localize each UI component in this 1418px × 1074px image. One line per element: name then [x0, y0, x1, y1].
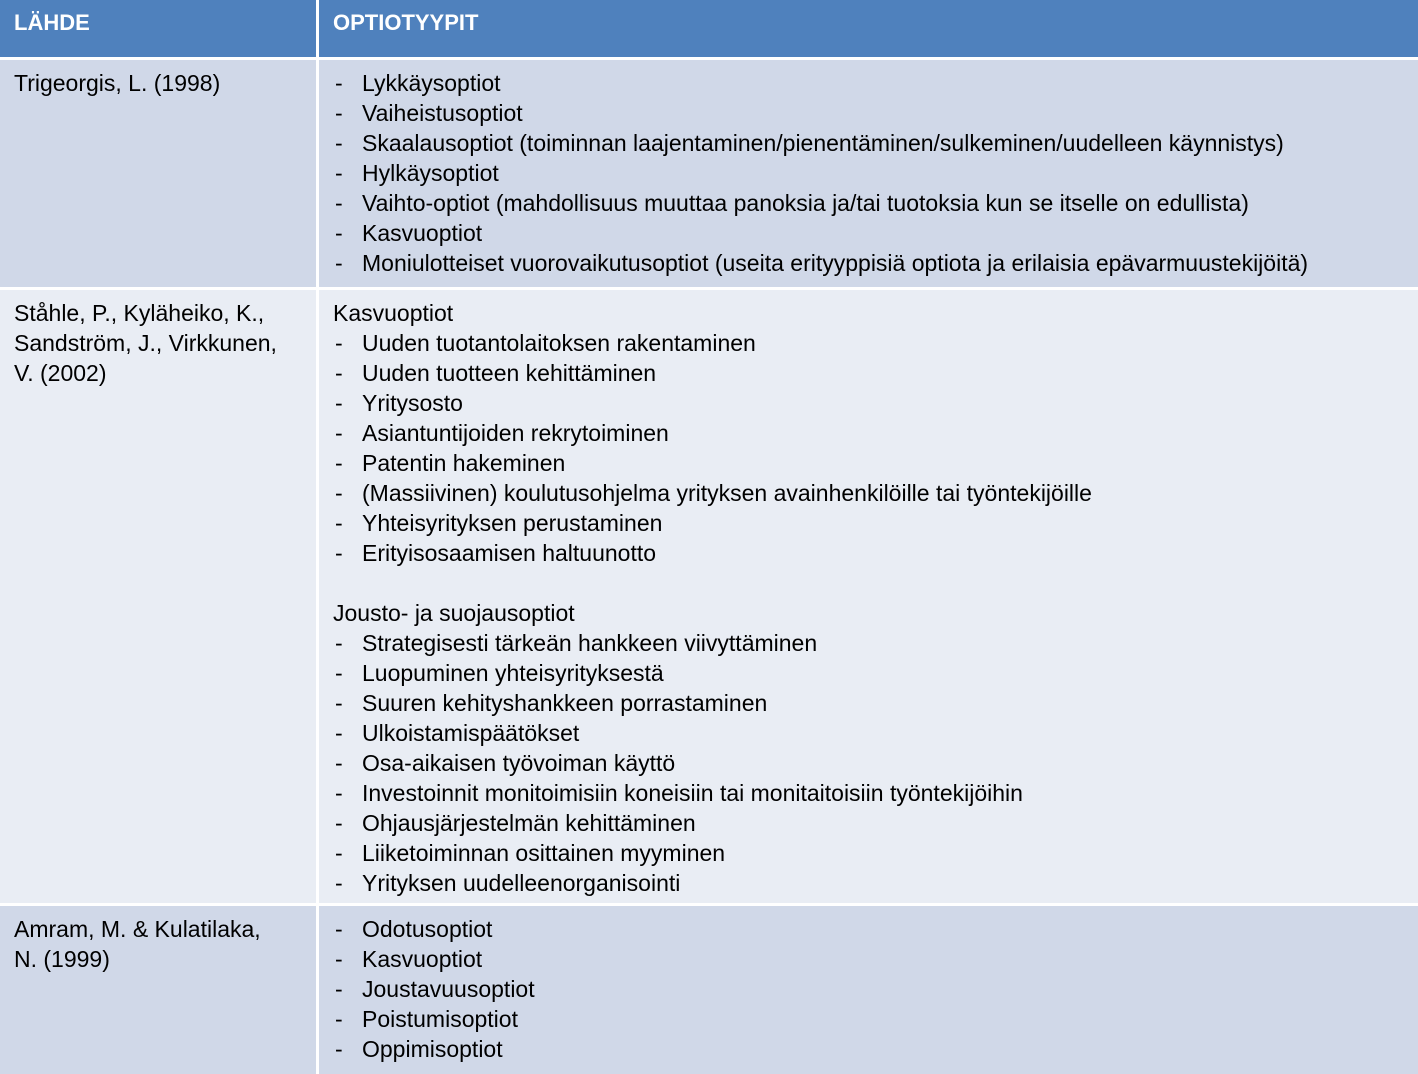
- source-line: Sandström, J., Virkkunen,: [14, 330, 277, 356]
- source-cell: [0, 906, 319, 1074]
- list-item: - Liiketoiminnan osittainen myyminen: [333, 838, 1408, 868]
- header-option-types: OPTIOTYYPIT: [319, 0, 1418, 60]
- list-item: - Ohjausjärjestelmän kehittäminen: [333, 808, 1408, 838]
- source-line: V. (2002): [14, 360, 107, 386]
- list-item: - Kasvuoptiot: [333, 944, 1408, 974]
- source-line: N. (1999): [14, 946, 110, 972]
- list-item: - Skaalausoptiot (toiminnan laajentaminen/pienentäminen/sulkeminen/uudelleen käynnistys): [333, 128, 1408, 158]
- list-item: - Luopuminen yhteisyrityksestä: [333, 658, 1408, 688]
- list-item: - Vaiheistusoptiot: [333, 98, 1408, 128]
- table-row: [0, 60, 1418, 290]
- option-list: [333, 68, 1408, 278]
- list-item: - Vaihto-optiot (mahdollisuus muuttaa panoksia ja/tai tuotoksia kun se itselle on edullista): [333, 188, 1408, 218]
- list-item: - Moniulotteiset vuorovaikutusoptiot (useita erityyppisiä optiota ja erilaisia epävarmuustekijöitä): [333, 248, 1408, 278]
- table-row: [0, 290, 1418, 906]
- list-item: - Investoinnit monitoimisiin koneisiin tai monitaitoisiin työntekijöihin: [333, 778, 1408, 808]
- list-item: - Yhteisyrityksen perustaminen: [333, 508, 1408, 538]
- list-item: - Patentin hakeminen: [333, 448, 1408, 478]
- source-line: Amram, M. & Kulatilaka,: [14, 916, 261, 942]
- list-item: - Ulkoistamispäätökset: [333, 718, 1408, 748]
- spacer: [333, 568, 1408, 598]
- header-source: LÄHDE: [0, 0, 319, 60]
- list-item: - Yritysosto: [333, 388, 1408, 418]
- table-header-row: [0, 0, 1418, 60]
- table-row: [0, 906, 1418, 1074]
- list-item: - Osa-aikaisen työvoiman käyttö: [333, 748, 1408, 778]
- list-item: - Poistumisoptiot: [333, 1004, 1408, 1034]
- list-item: - Kasvuoptiot: [333, 218, 1408, 248]
- options-cell: [319, 906, 1418, 1074]
- source-cell: [0, 290, 319, 903]
- options-cell: [319, 60, 1418, 287]
- list-item: - Joustavuusoptiot: [333, 974, 1408, 1004]
- list-item: - Oppimisoptiot: [333, 1034, 1408, 1064]
- list-item: - Odotusoptiot: [333, 914, 1408, 944]
- source-text: Trigeorgis, L. (1998): [14, 70, 221, 96]
- options-cell: [319, 290, 1418, 903]
- list-item: - Erityisosaamisen haltuunotto: [333, 538, 1408, 568]
- list-item: - Suuren kehityshankkeen porrastaminen: [333, 688, 1408, 718]
- group-title: Jousto- ja suojausoptiot: [333, 600, 575, 626]
- option-list: [333, 628, 1408, 898]
- source-line: Ståhle, P., Kyläheiko, K.,: [14, 300, 265, 326]
- list-item: - (Massiivinen) koulutusohjelma yrityksen avainhenkilöille tai työntekijöille: [333, 478, 1408, 508]
- list-item: - Uuden tuotantolaitoksen rakentaminen: [333, 328, 1408, 358]
- list-item: - Asiantuntijoiden rekrytoiminen: [333, 418, 1408, 448]
- source-cell: [0, 60, 319, 287]
- list-item: - Yrityksen uudelleenorganisointi: [333, 868, 1408, 898]
- list-item: - Lykkäysoptiot: [333, 68, 1408, 98]
- option-list: [333, 914, 1408, 1064]
- list-item: - Strategisesti tärkeän hankkeen viivyttäminen: [333, 628, 1408, 658]
- list-item: - Uuden tuotteen kehittäminen: [333, 358, 1408, 388]
- option-list: [333, 328, 1408, 568]
- list-item: - Hylkäysoptiot: [333, 158, 1408, 188]
- group-title: Kasvuoptiot: [333, 300, 454, 326]
